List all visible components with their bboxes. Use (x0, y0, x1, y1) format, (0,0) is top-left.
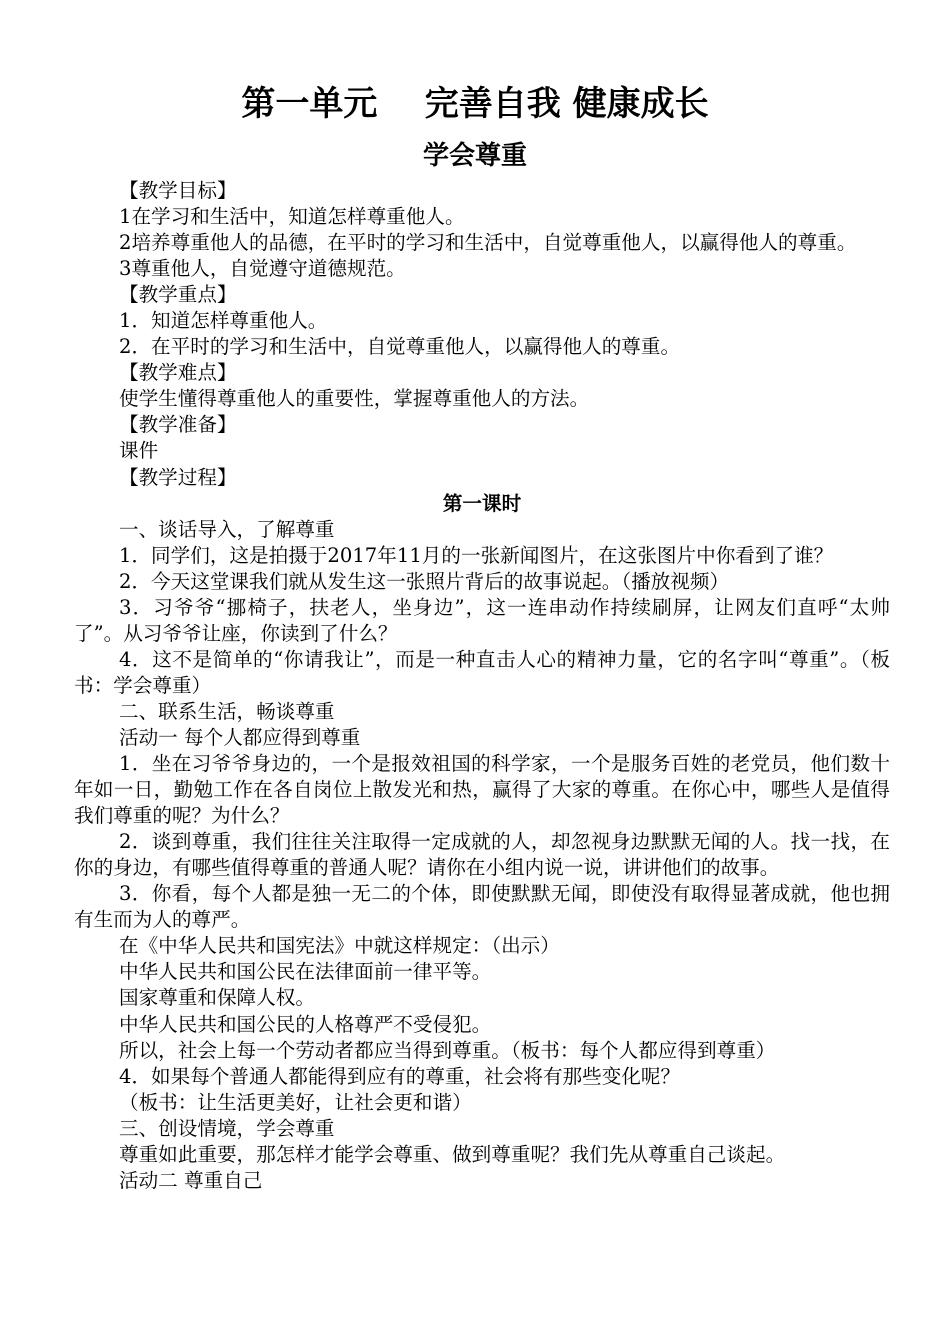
activity-1-heading: 活动一 每个人都应得到尊重 (119, 725, 361, 749)
objective-2: 2培养尊重他人的品德，在平时的学习和生活中，自觉尊重他人，以赢得他人的尊重。 (119, 231, 857, 255)
part-1-item-4: 4．这不是简单的“你请我让”，而是一种直击人心的精神力量，它的名字叫“尊重”。（板书：学会尊重） (74, 647, 890, 697)
activity-1-item-1: 1．坐在习爷爷身边的，一个是报效祖国的科学家，一个是服务百姓的老党员，他们数十年如一日，勤勉工作在各自岗位上散发光和热，赢得了大家的尊重。在你心中，哪些人是值得我们尊重的呢？为什么？ (74, 752, 890, 828)
unit-title: 第一单元 完善自我 健康成长 (241, 84, 709, 124)
part-3-heading: 三、创设情境，学会尊重 (119, 1116, 335, 1140)
difficulty-text: 使学生懂得尊重他人的重要性，掌握尊重他人的方法。 (119, 387, 590, 411)
constitution-conclusion: 所以，社会上每一个劳动者都应当得到尊重。（板书：每个人都应得到尊重） (119, 1038, 776, 1062)
section-heading-difficulties: 【教学难点】 (119, 361, 237, 385)
period-heading: 第一课时 (442, 491, 522, 515)
activity-1-item-4: 4．如果每个普通人都能得到应有的尊重，社会将有那些变化呢？ (119, 1064, 681, 1088)
activity-1-item-2: 2．谈到尊重，我们往往关注取得一定成就的人，却忽视身边默默无闻的人。找一找，在你的身边，有哪些值得尊重的普通人呢？请你在小组内说一说，讲讲他们的故事。 (74, 830, 890, 880)
constitution-clause-1: 中华人民共和国公民在法律面前一律平等。 (119, 960, 492, 984)
lesson-title: 学会尊重 (422, 141, 527, 171)
blackboard-note: （板书：让生活更美好，让社会更和谐） (119, 1090, 472, 1114)
part-2-heading: 二、联系生活，畅谈尊重 (119, 699, 335, 723)
key-point-2: 2．在平时的学习和生活中，自觉尊重他人，以赢得他人的尊重。 (119, 335, 681, 359)
objective-3: 3尊重他人，自觉遵守道德规范。 (119, 257, 406, 281)
section-heading-objectives: 【教学目标】 (119, 179, 237, 202)
part-1-item-2: 2．今天这堂课我们就从发生这一张照片背后的故事说起。（播放视频） (119, 569, 730, 593)
preparation-text: 课件 (119, 439, 159, 463)
section-heading-preparation: 【教学准备】 (119, 413, 237, 437)
part-1-item-3: 3．习爷爷“挪椅子，扶老人，坐身边”，这一连串动作持续刷屏，让网友们直呼“太帅了”。从习爷爷让座，你读到了什么？ (74, 595, 890, 645)
constitution-clause-3: 中华人民共和国公民的人格尊严不受侵犯。 (119, 1012, 492, 1036)
part-1-heading: 一、谈话导入，了解尊重 (119, 517, 335, 541)
key-point-1: 1．知道怎样尊重他人。 (119, 309, 328, 333)
section-heading-process: 【教学过程】 (119, 465, 237, 489)
objective-1: 1在学习和生活中，知道怎样尊重他人。 (119, 205, 465, 229)
activity-2-heading: 活动二 尊重自己 (119, 1168, 263, 1192)
part-1-item-1: 1．同学们，这是拍摄于2017年11月的一张新闻图片，在这张图片中你看到了谁？ (119, 543, 834, 567)
constitution-intro: 在《中华人民共和国宪法》中就这样规定：（出示） (119, 934, 560, 958)
document-body (74, 178, 890, 1194)
part-3-intro: 尊重如此重要，那怎样才能学会尊重、做到尊重呢？我们先从尊重自己谈起。 (119, 1142, 786, 1166)
section-heading-key-points: 【教学重点】 (119, 283, 237, 307)
constitution-clause-2: 国家尊重和保障人权。 (119, 986, 315, 1010)
activity-1-item-3: 3．你看，每个人都是独一无二的个体，即使默默无闻，即使没有取得显著成就，他也拥有生而为人的尊严。 (74, 882, 890, 932)
